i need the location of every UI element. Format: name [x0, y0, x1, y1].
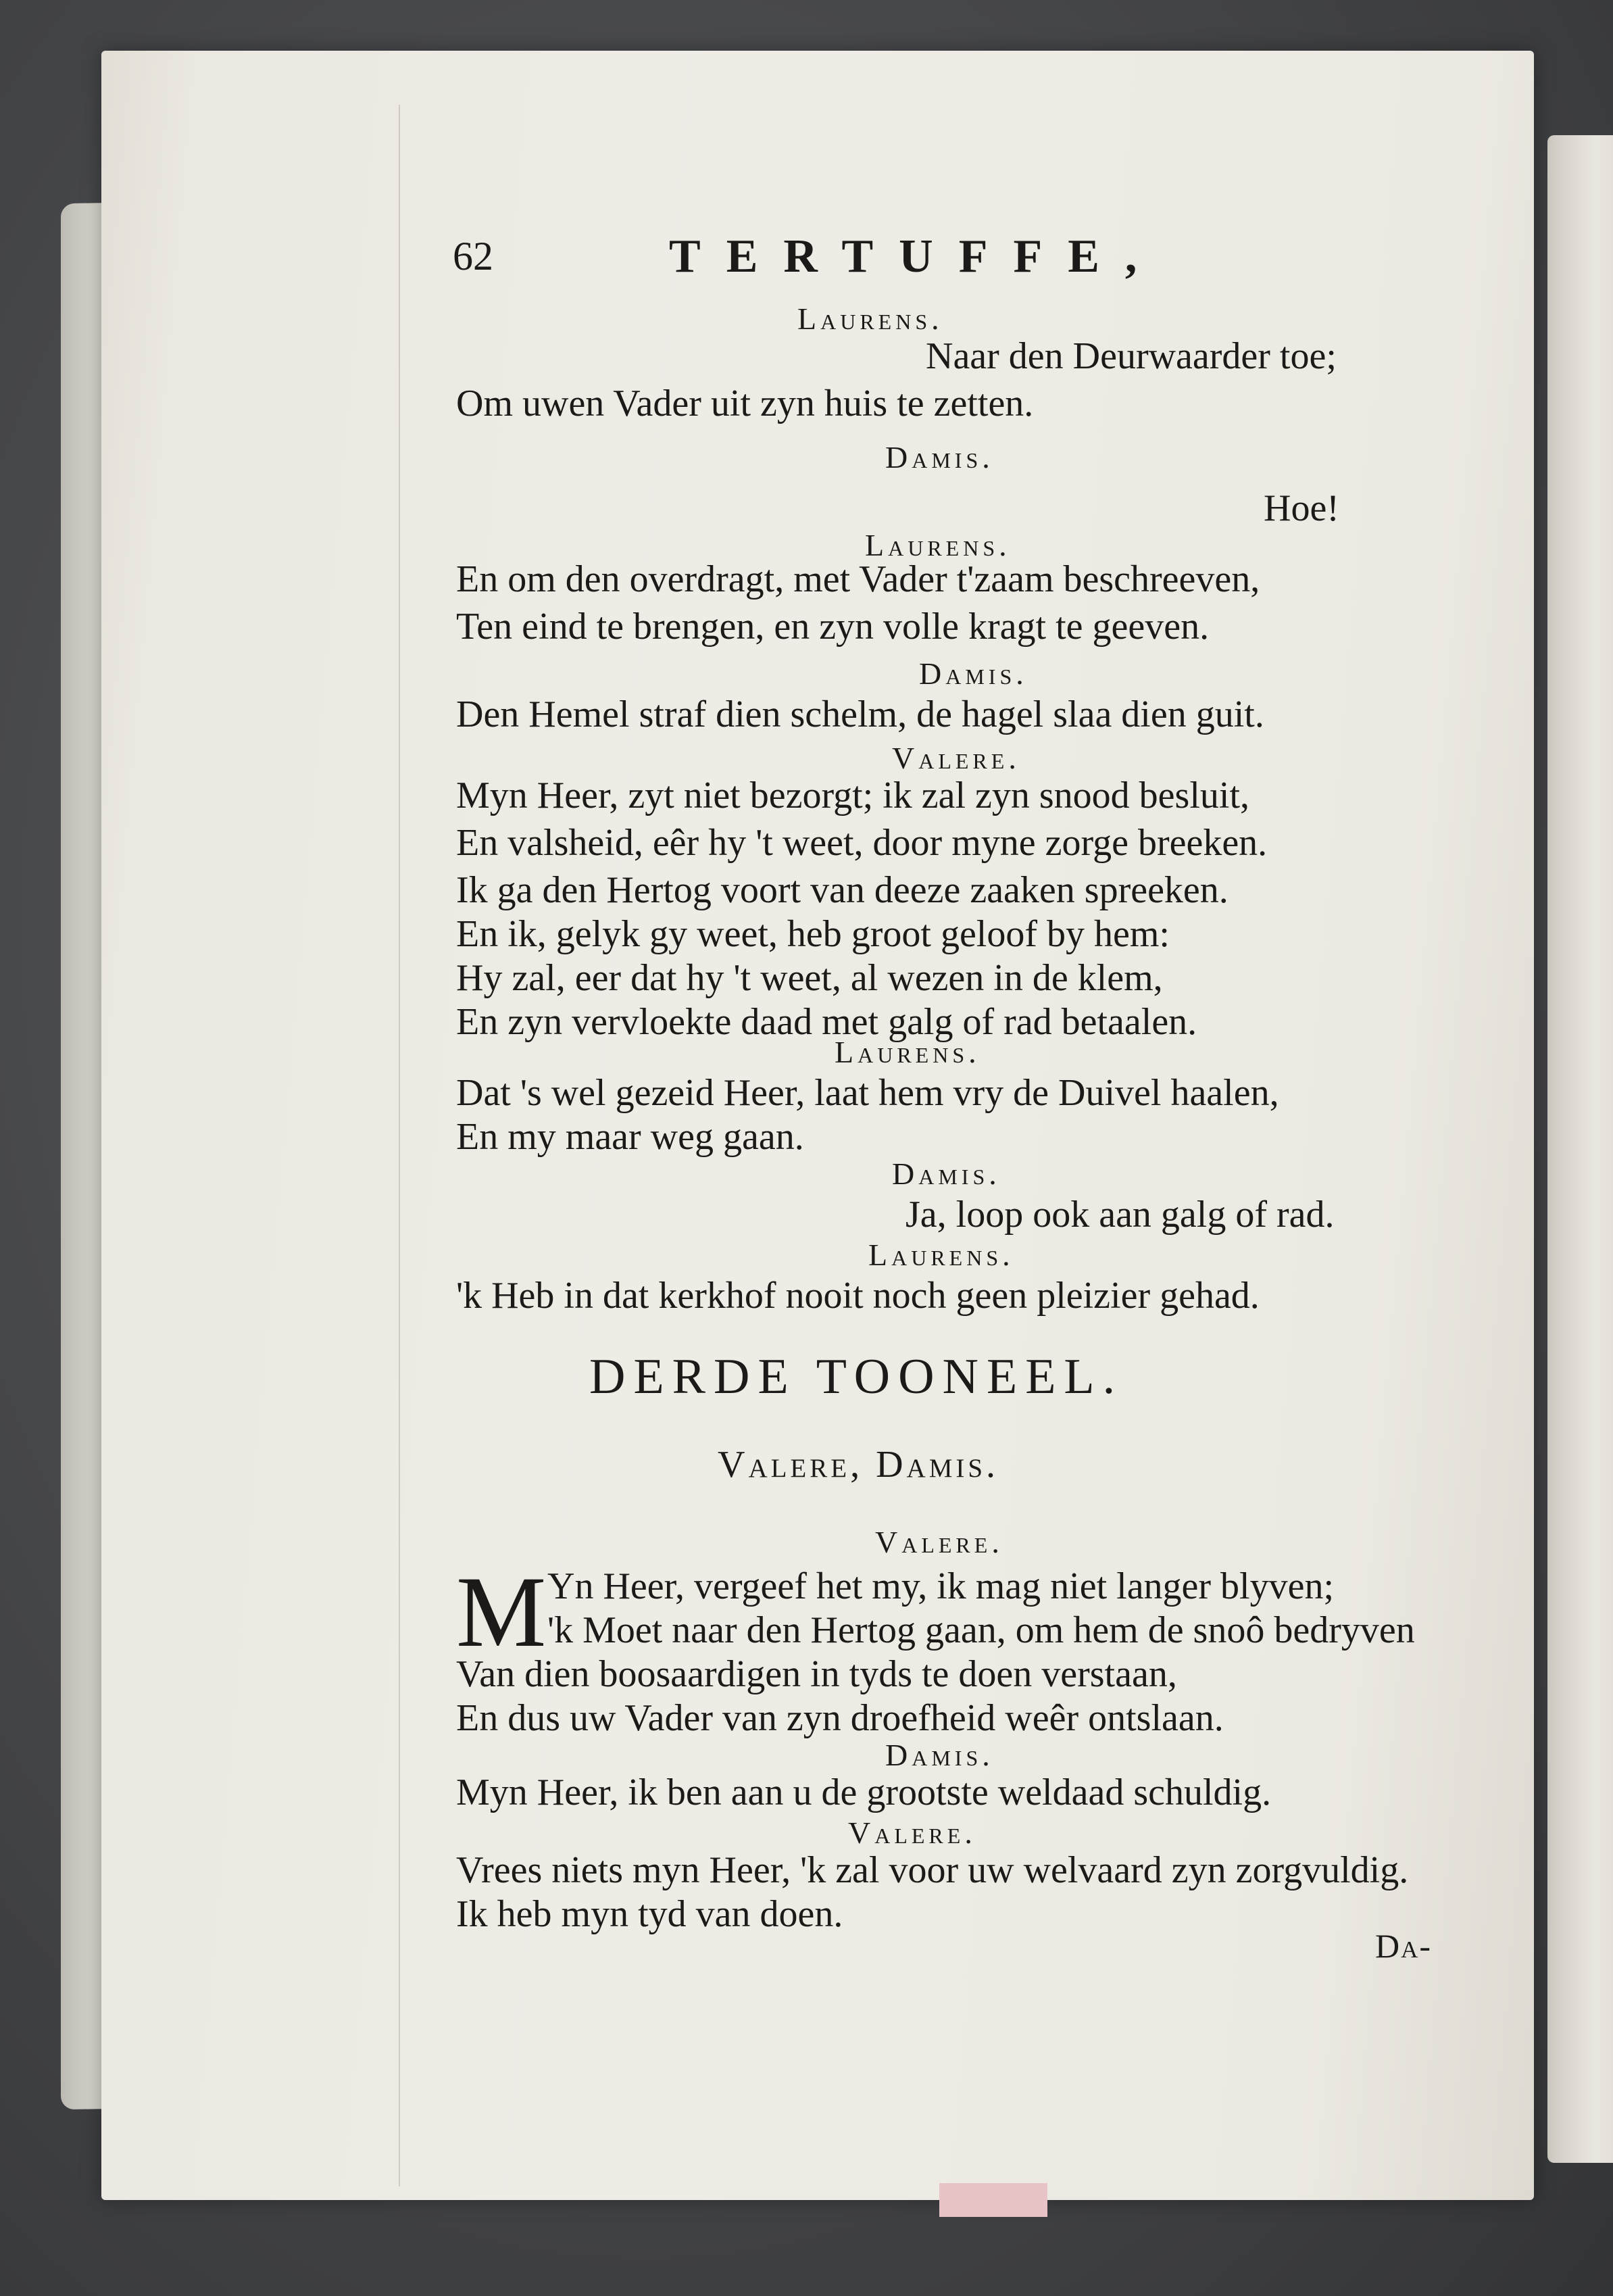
- speaker-label: Damis.: [919, 656, 1028, 691]
- speaker-label: Damis.: [892, 1156, 1001, 1191]
- verse-line: En zyn vervloekte daad met galg of rad betaalen.: [456, 1001, 1197, 1043]
- verse-line: Hy zal, eer dat hy 't weet, al wezen in de klem,: [456, 957, 1163, 999]
- verse-line: Ik ga den Hertog voort van deeze zaaken spreeken.: [456, 869, 1229, 911]
- speaker-label: Valere.: [848, 1815, 976, 1850]
- speaker-label: Laurens.: [868, 1238, 1014, 1272]
- verse-line: Van dien boosaardigen in tyds te doen verstaan,: [456, 1653, 1177, 1695]
- verse-line: Hoe!: [1264, 487, 1339, 529]
- verse-line: Om uwen Vader uit zyn huis te zetten.: [456, 383, 1034, 424]
- speaker-label: Laurens.: [797, 301, 943, 336]
- verse-line: En dus uw Vader van zyn droefheid weêr ontslaan.: [456, 1697, 1224, 1739]
- scene-title: DERDE TOONEEL.: [589, 1349, 1124, 1405]
- scene-cast: Valere, Damis.: [718, 1444, 999, 1486]
- verse-line: 'k Heb in dat kerkhof nooit noch geen pleizier gehad.: [456, 1275, 1260, 1317]
- speaker-label: Laurens.: [865, 528, 1011, 562]
- verse-line: Ik heb myn tyd van doen.: [456, 1893, 843, 1935]
- verse-line: Ja, loop ook aan galg of rad.: [905, 1194, 1335, 1236]
- verse-line: Myn Heer, ik ben aan u de grootste weldaad schuldig.: [456, 1772, 1272, 1813]
- drop-cap: M: [456, 1556, 547, 1668]
- catchword: Da-: [1375, 1927, 1433, 1965]
- running-title: TERTUFFE,: [669, 230, 1163, 283]
- verse-line: Dat 's wel gezeid Heer, laat hem vry de Duivel haalen,: [456, 1072, 1279, 1114]
- speaker-label: Valere.: [875, 1525, 1003, 1559]
- speaker-label: Laurens.: [835, 1035, 981, 1069]
- verse-line: Ten eind te brengen, en zyn volle kragt te geeven.: [456, 606, 1210, 648]
- speaker-label: Valere.: [892, 741, 1020, 775]
- speaker-label: Damis.: [885, 1738, 994, 1772]
- verse-line: En valsheid, eêr hy 't weet, door myne zorge breeken.: [456, 822, 1268, 864]
- verse-line: Den Hemel straf dien schelm, de hagel slaa dien guit.: [456, 693, 1264, 735]
- verse-line: En om den overdragt, met Vader t'zaam beschreeven,: [456, 558, 1260, 600]
- verse-line: En my maar weg gaan.: [456, 1116, 804, 1158]
- speaker-label: Damis.: [885, 440, 994, 474]
- verse-line: Myn Heer, zyt niet bezorgt; ik zal zyn snood besluit,: [456, 775, 1250, 816]
- verse-line: En ik, gelyk gy weet, heb groot geloof by hem:: [456, 913, 1170, 955]
- verse-line: Yn Heer, vergeef het my, ik mag niet langer blyven;: [547, 1565, 1335, 1607]
- verse-line: 'k Moet naar den Hertog gaan, om hem de snoô bedryven: [547, 1609, 1415, 1651]
- verse-line: Vrees niets myn Heer, 'k zal voor uw welvaard zyn zorgvuldig.: [456, 1849, 1409, 1891]
- verse-line: Naar den Deurwaarder toe;: [926, 335, 1337, 377]
- page-number: 62: [453, 234, 493, 278]
